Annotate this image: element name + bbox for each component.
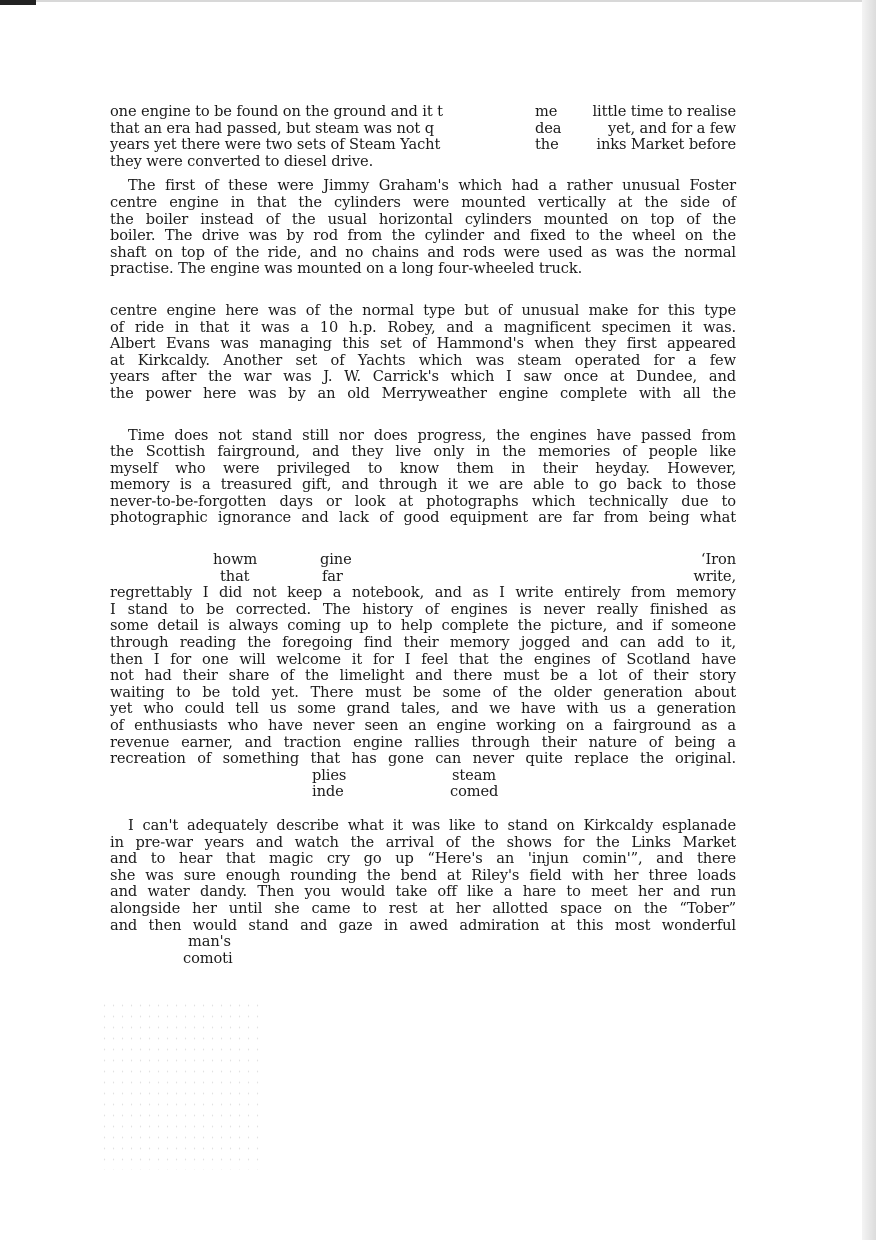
text-fragment: howm	[213, 551, 258, 569]
text-fragment: inde	[312, 783, 344, 801]
fragment-line	[110, 784, 736, 801]
text-line: shaft on top of the ride, and no chains and rods were used as was the normal	[110, 243, 736, 261]
text-line: never-to-be-forgotten days or look at photographs which technically due to	[110, 492, 736, 510]
scan-border-top-left	[0, 0, 36, 5]
text-line: recreation of something that has gone can never quite replace the original.	[110, 750, 736, 768]
text-fragment: dea	[535, 119, 562, 137]
text-line: and to hear that magic cry go up “Here's an 'injun comin'”, and there	[110, 850, 736, 868]
text-fragment: gine	[320, 551, 352, 569]
text-line: she was sure enough rounding the bend at Riley's field with her three loads	[110, 866, 736, 884]
paragraph-5	[110, 552, 736, 801]
fragment-line	[110, 121, 736, 138]
text-fragment: yet, and for a few	[608, 119, 736, 137]
fragment-line	[110, 104, 736, 121]
text-line: practise. The engine was mounted on a long four-wheeled truck.	[110, 260, 583, 278]
text-line: of ride in that it was a 10 h.p. Robey, and a magnificent specimen it was.	[110, 318, 736, 336]
text-line: memory is a treasured gift, and through it we are able to go back to those	[110, 476, 736, 494]
text-fragment: plies	[312, 766, 347, 784]
text-line: the boiler instead of the usual horizontal cylinders mounted on top of the	[110, 210, 736, 228]
text-line: alongside her until she came to rest at her allotted space on the “Tober”	[110, 899, 736, 917]
document-page	[110, 104, 736, 967]
scan-noise	[100, 1000, 260, 1170]
text-line: then I for one will welcome it for I feel that the engines of Scotland have	[110, 650, 736, 668]
fragment-line	[110, 569, 736, 586]
fragment-line	[110, 552, 736, 569]
fragment-line	[110, 768, 736, 785]
text-line: and then would stand and gaze in awed admiration at this most wonderful	[110, 916, 736, 934]
text-line: at Kirkcaldy. Another set of Yachts which was steam operated for a few	[110, 351, 736, 369]
scan-border-right	[862, 0, 876, 1240]
text-fragment: man's	[188, 933, 231, 951]
text-line: boiler. The drive was by rod from the cylinder and fixed to the wheel on the	[110, 227, 736, 245]
scan-border-top	[36, 0, 862, 2]
text-fragment: they were converted to diesel drive.	[110, 152, 374, 170]
text-line: yet who could tell us some grand tales, and we have with us a generation	[110, 700, 736, 718]
text-fragment: one engine to be found on the ground and it t	[110, 103, 443, 120]
text-line: years after the war was J. W. Carrick's which I saw once at Dundee, and	[110, 368, 736, 386]
paragraph-3	[110, 303, 736, 403]
text-fragment: ‘Iron	[700, 551, 736, 569]
text-fragment: that	[220, 567, 250, 585]
text-line: in pre-war years and watch the arrival of the shows for the Links Market	[110, 833, 736, 851]
text-line: myself who were privileged to know them in their heyday. However,	[110, 459, 736, 477]
text-line: some detail is always coming up to help complete the picture, and if someone	[110, 617, 736, 635]
paragraph-6	[110, 818, 736, 967]
text-fragment: that an era had passed, but steam was not q	[110, 119, 434, 137]
text-fragment: comed	[450, 783, 499, 801]
fragment-line	[110, 951, 736, 968]
text-fragment: little time to realise	[592, 103, 736, 120]
text-fragment: years yet there were two sets of Steam Yacht	[110, 136, 441, 154]
text-fragment: inks Market before	[596, 136, 736, 154]
text-line: centre engine in that the cylinders were mounted vertically at the side of	[110, 193, 736, 211]
paragraph-2	[110, 178, 736, 278]
text-line: Albert Evans was managing this set of Hammond's when they first appeared	[110, 335, 736, 353]
text-line: waiting to be told yet. There must be some of the older generation about	[110, 683, 736, 701]
text-line: I can't adequately describe what it was like to stand on Kirkcaldy esplanade	[128, 816, 736, 834]
text-line: centre engine here was of the normal type but of unusual make for this type	[110, 301, 736, 319]
text-fragment: write,	[693, 567, 736, 585]
text-fragment: far	[322, 567, 343, 585]
text-fragment: comoti	[183, 949, 233, 967]
text-line: regrettably I did not keep a notebook, and as I write entirely from memory	[110, 584, 736, 602]
text-line: The first of these were Jimmy Graham's which had a rather unusual Foster	[128, 177, 736, 195]
text-line: through reading the foregoing find their memory jogged and can add to it,	[110, 634, 736, 652]
text-fragment: steam	[452, 766, 497, 784]
fragment-line	[110, 934, 736, 951]
fragment-line	[110, 154, 736, 171]
text-line: I stand to be corrected. The history of engines is never really finished as	[110, 600, 736, 618]
paragraph-1	[110, 104, 736, 170]
text-fragment: the	[535, 136, 559, 154]
fragment-line	[110, 137, 736, 154]
text-line: the Scottish fairground, and they live only in the memories of people like	[110, 443, 736, 461]
text-line: the power here was by an old Merryweather engine complete with all the	[110, 384, 736, 402]
text-line: not had their share of the limelight and there must be a lot of their story	[110, 667, 736, 685]
text-line: revenue earner, and traction engine rallies through their nature of being a	[110, 733, 736, 751]
paragraph-4	[110, 428, 736, 528]
text-fragment: me	[535, 103, 558, 120]
text-line: Time does not stand still nor does progress, the engines have passed from	[128, 426, 736, 444]
text-line: photographic ignorance and lack of good equipment are far from being what	[110, 509, 736, 527]
text-line: and water dandy. Then you would take off like a hare to meet her and run	[110, 883, 736, 901]
text-line: of enthusiasts who have never seen an engine working on a fairground as a	[110, 717, 736, 734]
